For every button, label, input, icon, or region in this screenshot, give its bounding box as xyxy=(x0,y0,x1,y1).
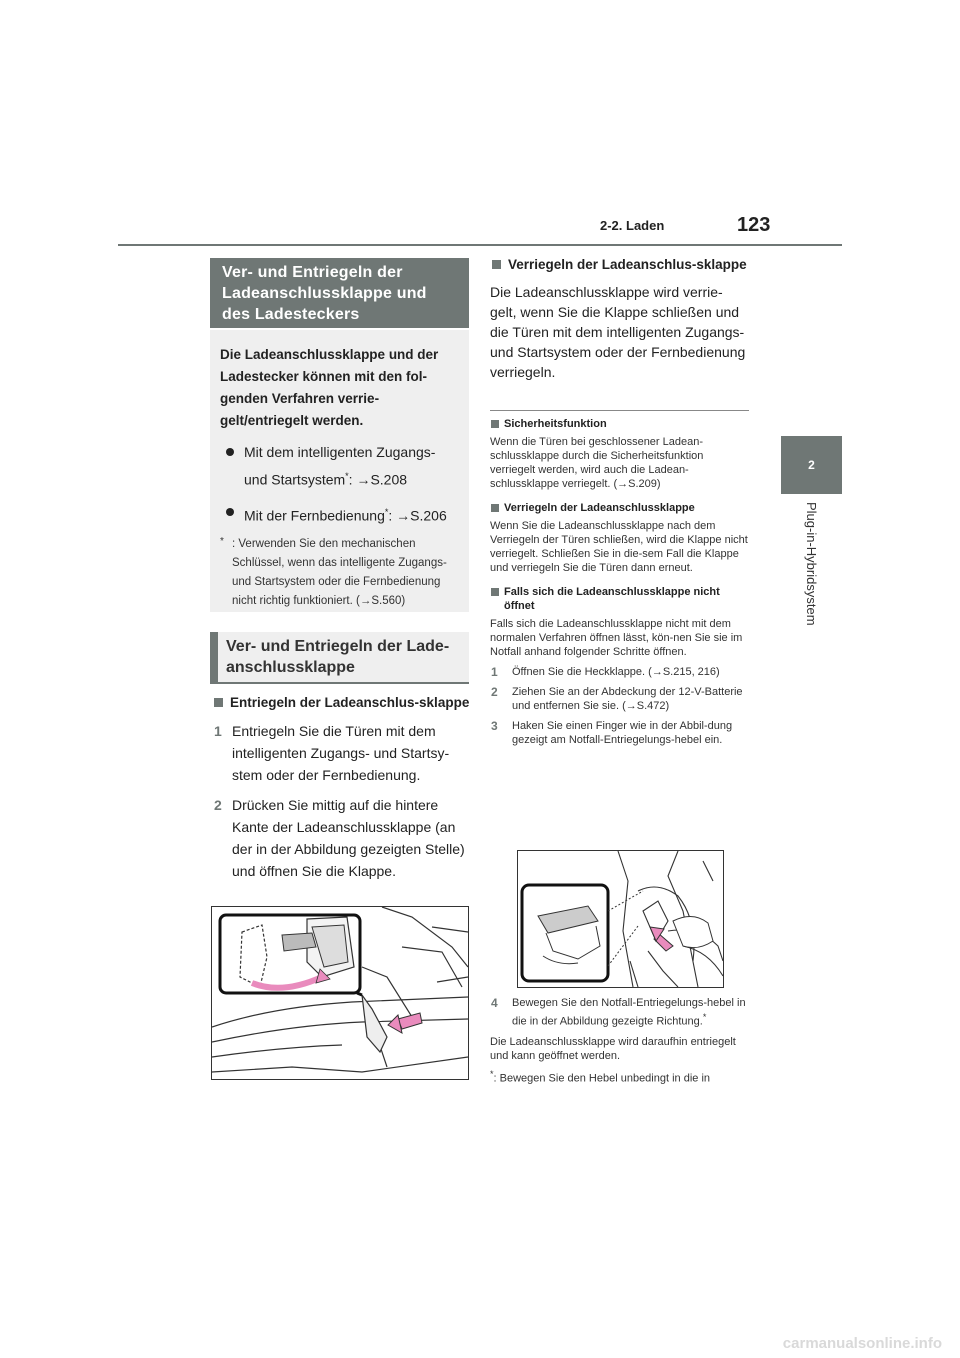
emergency-step: 3 Haken Sie einen Finger wie in der Abbil-dung gezeigt am Notfall-Entriegelungs-hebel ein. xyxy=(491,719,733,746)
page-reference[interactable]: : →S.206 xyxy=(388,507,447,524)
chapter-title: Plug-in-Hybridsystem xyxy=(804,502,819,626)
section-heading: Verriegeln der Ladeanschlus-sklappe xyxy=(490,256,749,274)
note-heading: Sicherheitsfunktion xyxy=(490,417,749,431)
left-section xyxy=(212,694,470,882)
emergency-step: 2 Ziehen Sie an der Abdeckung der 12-V-Batterie und entfernen Sie sie. (→S.472) xyxy=(491,685,743,712)
header-rule xyxy=(118,244,842,246)
figure-emergency-lever xyxy=(517,850,724,988)
charge-flap-illustration xyxy=(212,907,468,1079)
figure-charge-flap xyxy=(211,906,469,1080)
box1-intro: Die Ladeanschlussklappe und der Ladestecker können mit den fol-genden Verfahren verrie-gelt/entriegelt werden. xyxy=(220,347,439,428)
notes-column xyxy=(490,417,749,747)
emergency-step: 4 Bewegen Sie den Notfall-Entriegelungs-hebel in die in der Abbildung gezeigte Richtung.* xyxy=(491,996,746,1028)
emergency-lever-illustration xyxy=(518,851,723,987)
note-text: Wenn Sie die Ladeanschlussklappe nach dem Verriegeln der Türen schließen, wird die Klappe nicht verriegelt. Schließen Sie in die-sem Fall die Klappe und verriegeln Sie die Türen dann erneut. xyxy=(490,520,748,574)
box1-body xyxy=(210,330,469,612)
page-number: 123 xyxy=(737,214,771,236)
closing-column xyxy=(490,996,749,1085)
note-heading: Falls sich die Ladeanschlussklappe nicht öffnet xyxy=(490,585,749,613)
section-divider xyxy=(490,410,749,411)
note-text: Falls sich die Ladeanschlussklappe nicht mit dem normalen Verfahren öffnen lässt, kön-nen Sie sie im Notfall anhand folgender Schritte öffnen. xyxy=(490,618,743,658)
step-item: 1 Entriegeln Sie die Türen mit dem intelligenten Zugangs- und Startsy-stem oder der Fernbedienung. xyxy=(214,723,450,783)
chapter-side-label xyxy=(781,502,842,652)
section-heading: Entriegeln der Ladeanschlus-sklappe xyxy=(212,694,470,712)
bullet-item: Mit dem intelligenten Zugangs- und Startsystem*: →S.208 xyxy=(220,440,459,492)
section-title: 2-2. Laden xyxy=(600,218,665,233)
closing-footnote: *: Bewegen Sie den Hebel unbedingt in die in xyxy=(490,1068,711,1085)
closing-text: Die Ladeanschlussklappe wird daraufhin entriegelt und kann geöffnet werden. xyxy=(490,1035,736,1062)
note-text: Wenn die Türen bei geschlossener Ladean-schlussklappe durch die Sicherheitsfunktion verriegelt werden, wird auch die Ladean-schlussklappe verriegelt. (→S.209) xyxy=(490,436,704,490)
page-reference[interactable]: : →S.208 xyxy=(348,471,408,488)
right-section xyxy=(490,256,749,382)
note-heading: Verriegeln der Ladeanschlussklappe xyxy=(490,501,749,515)
chapter-number: 2 xyxy=(808,458,815,472)
bullet-item: Mit der Fernbedienung*: →S.206 xyxy=(220,500,459,528)
step-item: 2 Drücken Sie mittig auf die hintere Kante der Ladeanschlussklappe (an der in der Abbildung gezeigten Stelle) und öffnen Sie die Klappe. xyxy=(214,797,465,879)
paragraph: Die Ladeanschlussklappe wird verrie-gelt, wenn Sie die Klappe schließen und die Türen mit dem intelligenten Zugangs- und Startsystem oder der Fernbedienung verriegeln. xyxy=(490,284,746,380)
chapter-tab[interactable] xyxy=(781,436,842,494)
box1-title: Ver- und Entriegeln der Ladeanschlussklappe und des Ladesteckers xyxy=(210,258,469,328)
box2-title: Ver- und Entriegeln der Lade-anschlussklappe xyxy=(210,632,469,684)
emergency-step: 1 Öffnen Sie die Heckklappe. (→S.215, 216) xyxy=(491,665,720,679)
watermark: carmanualsonline.info xyxy=(782,1335,942,1352)
footnote: * : Verwenden Sie den mechanischen Schlüssel, wenn das intelligente Zugangs- und Startsystem oder die Fernbedienung nicht richtig funktioniert. (→S.560) xyxy=(220,536,447,608)
